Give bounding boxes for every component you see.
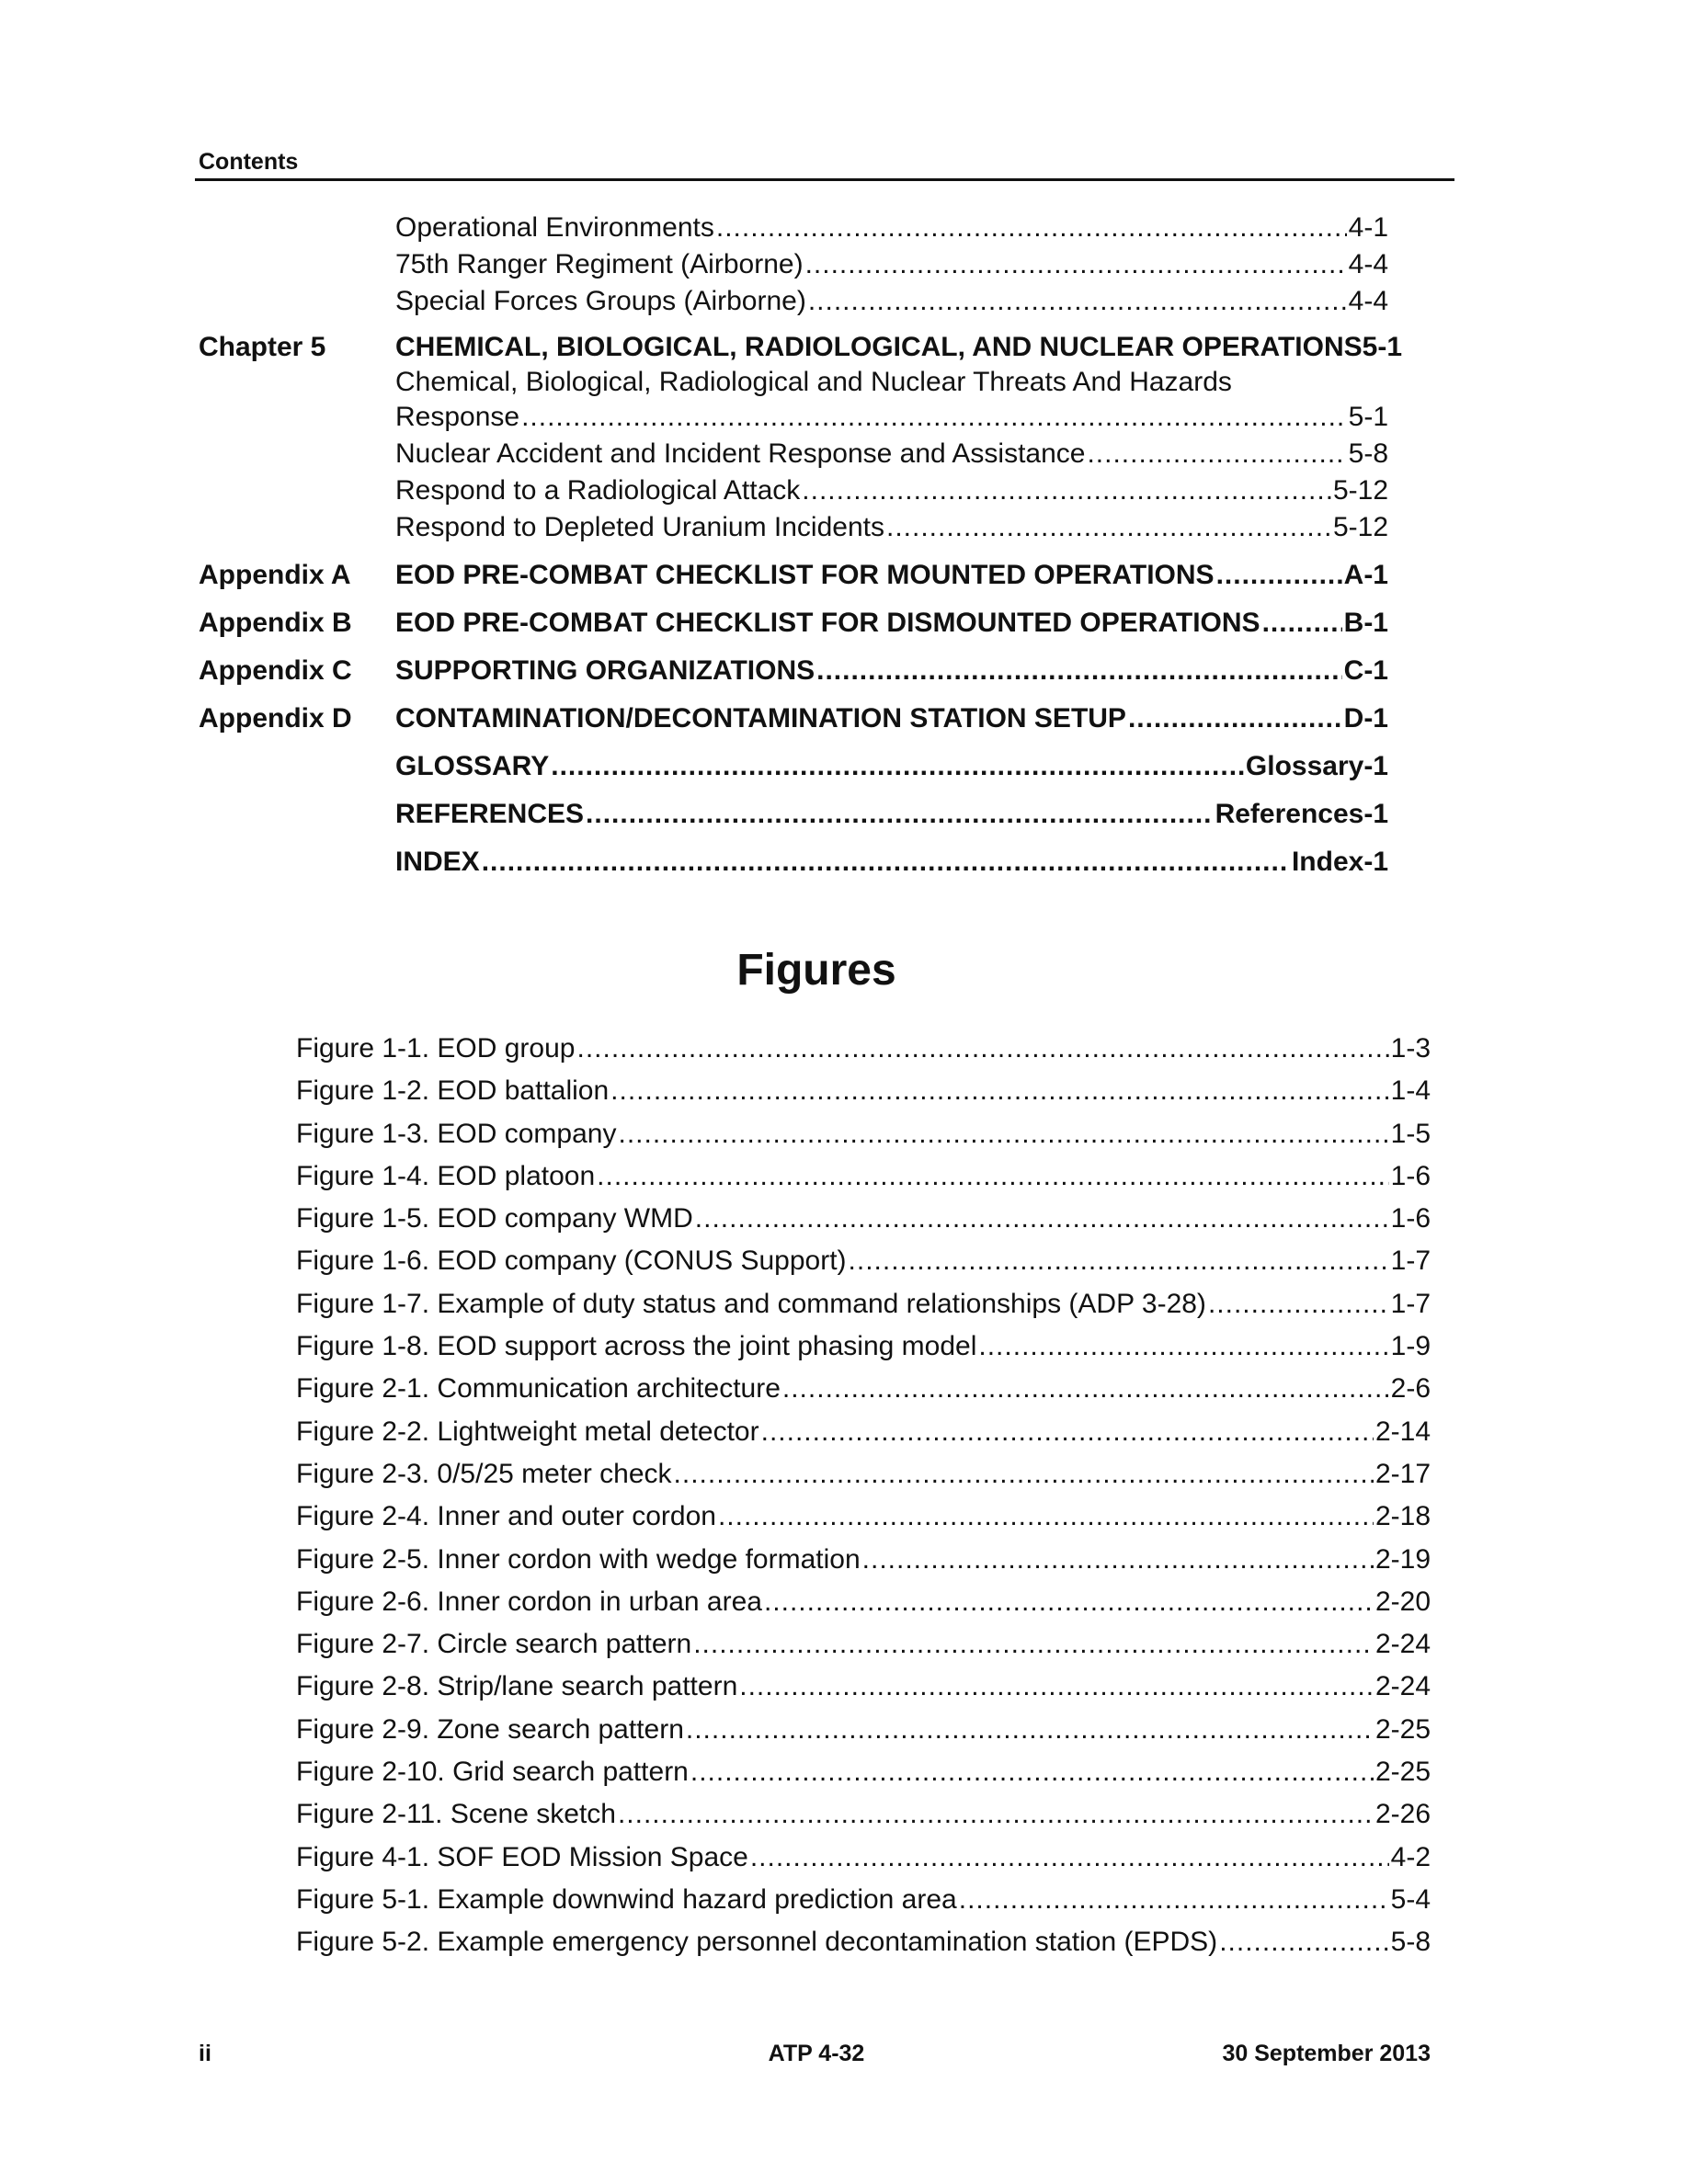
- figure-title: Figure 1-6. EOD company (CONUS Support): [296, 1246, 847, 1277]
- figure-page: 2-25: [1374, 1757, 1431, 1788]
- figure-page: 2-24: [1374, 1629, 1431, 1660]
- back-matter-title: REFERENCES: [395, 799, 585, 829]
- toc-entry[interactable]: [395, 210, 1388, 246]
- dot-leader: [597, 1155, 1388, 1198]
- dot-leader: [849, 1240, 1389, 1282]
- figure-title: Figure 1-1. EOD group: [296, 1033, 576, 1064]
- toc-chapter5-group: [199, 329, 1431, 546]
- figure-title: Figure 4-1. SOF EOD Mission Space: [296, 1841, 748, 1872]
- dot-leader: [674, 1453, 1374, 1496]
- appendix-title: SUPPORTING ORGANIZATIONS: [395, 655, 815, 686]
- footer-doc-id: ATP 4-32: [768, 2041, 865, 2066]
- dot-leader: [1087, 436, 1346, 472]
- chapter-label: Chapter 5: [199, 332, 326, 362]
- dot-leader: [1262, 605, 1342, 642]
- figure-entry[interactable]: [296, 1666, 1431, 1708]
- toc-entry-page: 4-1: [1348, 212, 1388, 243]
- figure-title: Figure 2-8. Strip/lane search pattern: [296, 1671, 738, 1702]
- dot-leader: [718, 1496, 1374, 1538]
- dot-leader: [805, 246, 1347, 283]
- appendix-label: Appendix D: [199, 703, 352, 734]
- toc-entry-title: Respond to Depleted Uranium Incidents: [395, 512, 884, 542]
- figure-title: Figure 2-5. Inner cordon with wedge formation: [296, 1543, 861, 1575]
- toc-appendix-a[interactable]: [199, 557, 1431, 594]
- figure-title: Figure 2-11. Scene sketch: [296, 1799, 616, 1830]
- figure-entry[interactable]: [296, 1368, 1431, 1410]
- toc-entry-title-line1: Chemical, Biological, Radiological and Nuclear Threats And Hazards: [395, 367, 1232, 397]
- dot-leader: [695, 1198, 1389, 1240]
- figure-page: 2-6: [1390, 1373, 1431, 1405]
- dot-leader: [618, 1793, 1374, 1836]
- back-matter-page: Glossary-1: [1245, 751, 1388, 781]
- toc-entry[interactable]: [395, 509, 1388, 546]
- figure-entry[interactable]: [296, 1453, 1431, 1496]
- appendix-title: CONTAMINATION/DECONTAMINATION STATION SETUP: [395, 703, 1126, 734]
- toc-entry-title: 75th Ranger Regiment (Airborne): [395, 249, 804, 279]
- appendix-page: A-1: [1343, 560, 1388, 590]
- toc-entry-title: Respond to a Radiological Attack: [395, 475, 801, 506]
- dot-leader: [690, 1751, 1374, 1793]
- figure-title: Figure 1-3. EOD company: [296, 1118, 617, 1149]
- appendix-page: B-1: [1343, 608, 1388, 638]
- appendix-label: Appendix C: [199, 655, 352, 686]
- dot-leader: [693, 1623, 1374, 1666]
- figure-entry[interactable]: [296, 1623, 1431, 1666]
- dot-leader: [761, 1411, 1374, 1453]
- figure-page: 2-24: [1374, 1671, 1431, 1702]
- figure-title: Figure 1-7. Example of duty status and command relationships (ADP 3-28): [296, 1288, 1206, 1319]
- figure-page: 2-17: [1374, 1458, 1431, 1489]
- dot-leader: [521, 399, 1347, 436]
- figure-entry[interactable]: [296, 1198, 1431, 1240]
- toc-index[interactable]: [199, 844, 1431, 881]
- dot-leader: [618, 1113, 1388, 1155]
- toc-entry[interactable]: [395, 472, 1388, 509]
- figure-page: 2-19: [1374, 1543, 1431, 1575]
- figure-entry[interactable]: [296, 1709, 1431, 1751]
- footer-date: 30 September 2013: [1222, 2041, 1431, 2066]
- figure-entry[interactable]: [296, 1411, 1431, 1453]
- toc-entry-page: 5-12: [1332, 475, 1388, 506]
- dot-leader: [1128, 700, 1342, 737]
- figure-entry[interactable]: [296, 1113, 1431, 1155]
- figure-title: Figure 2-7. Circle search pattern: [296, 1629, 692, 1660]
- figure-title: Figure 5-1. Example downwind hazard prediction area: [296, 1883, 957, 1915]
- toc-entry-title: Nuclear Accident and Incident Response and Assistance: [395, 438, 1086, 469]
- back-matter-title: INDEX: [395, 847, 480, 877]
- toc-entry[interactable]: [395, 436, 1388, 472]
- toc-entry-page: 4-4: [1348, 286, 1388, 316]
- figure-title: Figure 2-4. Inner and outer cordon: [296, 1501, 716, 1532]
- appendix-page: D-1: [1343, 703, 1388, 734]
- figure-page: 1-5: [1390, 1118, 1431, 1149]
- figure-entry[interactable]: [296, 1496, 1431, 1538]
- toc-entry[interactable]: [395, 246, 1388, 283]
- figure-title: Figure 1-2. EOD battalion: [296, 1075, 610, 1107]
- header-divider: [195, 178, 1454, 181]
- toc-entry-page: 5-12: [1332, 512, 1388, 542]
- dot-leader: [764, 1581, 1374, 1623]
- table-of-contents: [199, 210, 1431, 881]
- figure-title: Figure 1-5. EOD company WMD: [296, 1203, 693, 1234]
- list-of-figures: [296, 1028, 1431, 1964]
- dot-leader: [816, 653, 1342, 689]
- figure-entry[interactable]: [296, 1751, 1431, 1793]
- dot-leader: [482, 844, 1290, 881]
- figure-entry[interactable]: [296, 1028, 1431, 1070]
- toc-chapter4-group: [199, 210, 1431, 320]
- chapter-page: 5-1: [1362, 332, 1402, 362]
- figure-page: 2-25: [1374, 1713, 1431, 1745]
- figure-page: 4-2: [1390, 1841, 1431, 1872]
- dot-leader: [576, 1028, 1388, 1070]
- footer-page-number: ii: [199, 2041, 211, 2066]
- dot-leader: [1219, 1921, 1388, 1963]
- dot-leader: [686, 1709, 1374, 1751]
- figure-entry[interactable]: [296, 1539, 1431, 1581]
- figure-title: Figure 2-3. 0/5/25 meter check: [296, 1458, 672, 1489]
- toc-appendix-c[interactable]: [199, 653, 1431, 689]
- figure-title: Figure 2-6. Inner cordon in urban area: [296, 1586, 762, 1617]
- appendix-label: Appendix A: [199, 560, 351, 590]
- figure-entry[interactable]: [296, 1283, 1431, 1325]
- dot-leader: [782, 1368, 1389, 1410]
- toc-entry-page: 4-4: [1348, 249, 1388, 279]
- toc-entry-page: 5-8: [1348, 438, 1388, 469]
- figure-entry[interactable]: [296, 1155, 1431, 1198]
- appendix-title: EOD PRE-COMBAT CHECKLIST FOR MOUNTED OPERATIONS: [395, 560, 1215, 590]
- figure-page: 1-7: [1390, 1288, 1431, 1319]
- figure-page: 1-4: [1390, 1075, 1431, 1107]
- figure-title: Figure 5-2. Example emergency personnel decontamination station (EPDS): [296, 1927, 1218, 1958]
- figure-entry[interactable]: [296, 1325, 1431, 1368]
- figure-entry[interactable]: [296, 1240, 1431, 1282]
- figure-page: 5-8: [1390, 1927, 1431, 1958]
- toc-glossary[interactable]: [199, 748, 1431, 785]
- toc-appendix-b[interactable]: [199, 605, 1431, 642]
- dot-leader: [1208, 1283, 1389, 1325]
- appendix-page: C-1: [1343, 655, 1388, 686]
- figure-page: 1-7: [1390, 1246, 1431, 1277]
- figure-title: Figure 1-4. EOD platoon: [296, 1160, 596, 1191]
- toc-entry-title: Special Forces Groups (Airborne): [395, 286, 806, 316]
- back-matter-page: References-1: [1215, 799, 1388, 829]
- figure-page: 1-6: [1390, 1203, 1431, 1234]
- toc-entry-title: Operational Environments: [395, 212, 714, 243]
- dot-leader: [739, 1666, 1374, 1708]
- dot-leader: [716, 210, 1347, 246]
- figure-title: Figure 2-10. Grid search pattern: [296, 1757, 689, 1788]
- figure-title: Figure 1-8. EOD support across the joint phasing model: [296, 1331, 977, 1362]
- figure-title: Figure 2-1. Communication architecture: [296, 1373, 781, 1405]
- back-matter-title: GLOSSARY: [395, 751, 550, 781]
- dot-leader: [610, 1070, 1388, 1112]
- figure-entry[interactable]: [296, 1070, 1431, 1112]
- dot-leader: [586, 796, 1214, 833]
- figure-page: 1-3: [1390, 1033, 1431, 1064]
- toc-chapter-heading[interactable]: [395, 329, 1402, 366]
- back-matter-page: Index-1: [1291, 847, 1388, 877]
- figure-entry[interactable]: [296, 1837, 1431, 1879]
- toc-entry-title-line2: Response: [395, 402, 520, 432]
- figure-title: Figure 2-2. Lightweight metal detector: [296, 1416, 759, 1447]
- dot-leader: [1216, 557, 1342, 594]
- dot-leader: [802, 472, 1331, 509]
- figure-page: 2-20: [1374, 1586, 1431, 1617]
- appendix-title: EOD PRE-COMBAT CHECKLIST FOR DISMOUNTED OPERATIONS: [395, 608, 1260, 638]
- figure-page: 2-14: [1374, 1416, 1431, 1447]
- figure-entry[interactable]: [296, 1793, 1431, 1836]
- chapter-title: CHEMICAL, BIOLOGICAL, RADIOLOGICAL, AND NUCLEAR OPERATIONS: [395, 332, 1363, 362]
- appendix-label: Appendix B: [199, 608, 352, 638]
- toc-appendix-d[interactable]: [199, 700, 1431, 737]
- toc-entry[interactable]: [395, 283, 1388, 320]
- figure-entry[interactable]: [296, 1879, 1431, 1921]
- toc-entry[interactable]: [395, 399, 1388, 436]
- figure-page: 5-4: [1390, 1883, 1431, 1915]
- toc-entry-page: 5-1: [1348, 402, 1388, 432]
- figure-page: 2-26: [1374, 1799, 1431, 1830]
- running-header-label: Contents: [199, 149, 299, 175]
- figure-page: 2-18: [1374, 1501, 1431, 1532]
- dot-leader: [551, 748, 1244, 785]
- figure-entry[interactable]: [296, 1581, 1431, 1623]
- figure-entry[interactable]: [296, 1921, 1431, 1963]
- figure-page: 1-6: [1390, 1160, 1431, 1191]
- dot-leader: [750, 1837, 1389, 1879]
- toc-references[interactable]: [199, 796, 1431, 833]
- dot-leader: [978, 1325, 1388, 1368]
- dot-leader: [862, 1539, 1374, 1581]
- dot-leader: [959, 1879, 1389, 1921]
- figure-title: Figure 2-9. Zone search pattern: [296, 1713, 684, 1745]
- figures-heading: Figures: [736, 946, 896, 995]
- dot-leader: [808, 283, 1347, 320]
- figure-page: 1-9: [1390, 1331, 1431, 1362]
- dot-leader: [886, 509, 1331, 546]
